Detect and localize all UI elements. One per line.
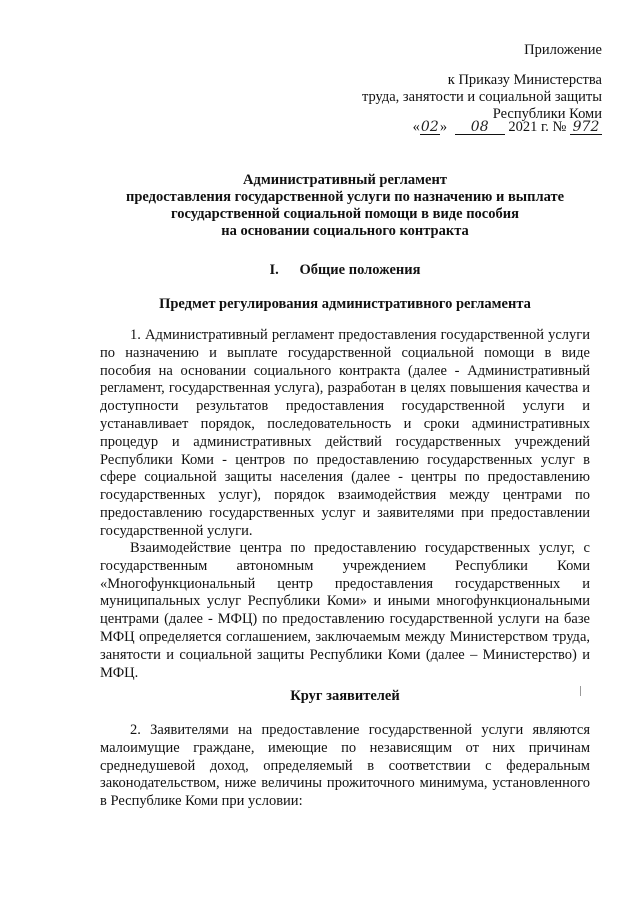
subheading-subject: Предмет регулирования административного регламента bbox=[159, 296, 531, 312]
title-line: государственной социальной помощи в виде пособия bbox=[171, 206, 519, 222]
paragraph-3: 2. Заявителями на предоставление государственной услуги являются малоимущие граждане, имеющие по независящим от них причинам среднедушевой доход, определяемый в соответствии с федеральным законодательством, ниже величины прожиточного минимума, установленного в Республике Коми при условии: bbox=[100, 722, 590, 810]
date-month: 08 bbox=[455, 120, 505, 135]
date-close-quote: » bbox=[439, 119, 448, 135]
order-reference-line: труда, занятости и социальной защиты bbox=[361, 89, 602, 105]
title-line: на основании социального контракта bbox=[221, 223, 469, 239]
appendix-label: Приложение bbox=[524, 42, 602, 58]
paragraph-1: 1. Административный регламент предоставления государственной услуги по назначению и выплате государственной социальной помощи в виде пособия на основании социального контракта (далее - Административный регламент, государственная услуга), разработан в целях повышения качества и доступности результатов предоставления государственной услуги и устанавливает порядок, последовательность и сроки административных процедур и административных действий государственных учреждений Республики Коми - центров по предоставлению государственных услуг в сфере социальной защиты населения (далее - центры по предоставлению государственных услуг), порядок взаимодействия между центрами по предоставлению государственных услуг и заявителями при предоставлении государственной услуги. bbox=[100, 327, 590, 539]
date-open-quote: « bbox=[412, 119, 420, 135]
order-reference bbox=[362, 72, 602, 123]
date-year-text: 2021 г. № bbox=[508, 119, 567, 135]
order-number: 972 bbox=[570, 120, 602, 135]
section-heading bbox=[100, 262, 590, 279]
section-number: I. bbox=[269, 262, 279, 278]
section-title: Общие положения bbox=[299, 262, 421, 278]
title-line: предоставления государственной услуги по назначению и выплате bbox=[125, 189, 565, 205]
document-title bbox=[100, 172, 590, 240]
order-reference-line: к Приказу Министерства bbox=[447, 72, 602, 88]
order-date-line bbox=[413, 119, 602, 136]
paragraph-2: Взаимодействие центра по предоставлению государственных услуг, с государственным автономным учреждением Республики Коми «Многофункциональный центр предоставления государственных и муниципальных услуг Республики Коми» и иными многофункциональными центрами (далее - МФЦ) по предоставлению государственной услуги на базе МФЦ определяется соглашением, заключаемым между Министерством труда, занятости и социальной защиты Республики Коми (далее – Министерство) и МФЦ. bbox=[100, 540, 590, 681]
order-reference-line: Республики Коми bbox=[492, 106, 602, 122]
subheading-applicants: Круг заявителей bbox=[290, 688, 400, 704]
date-day: 02 bbox=[420, 119, 439, 135]
title-line: Административный регламент bbox=[243, 172, 447, 188]
